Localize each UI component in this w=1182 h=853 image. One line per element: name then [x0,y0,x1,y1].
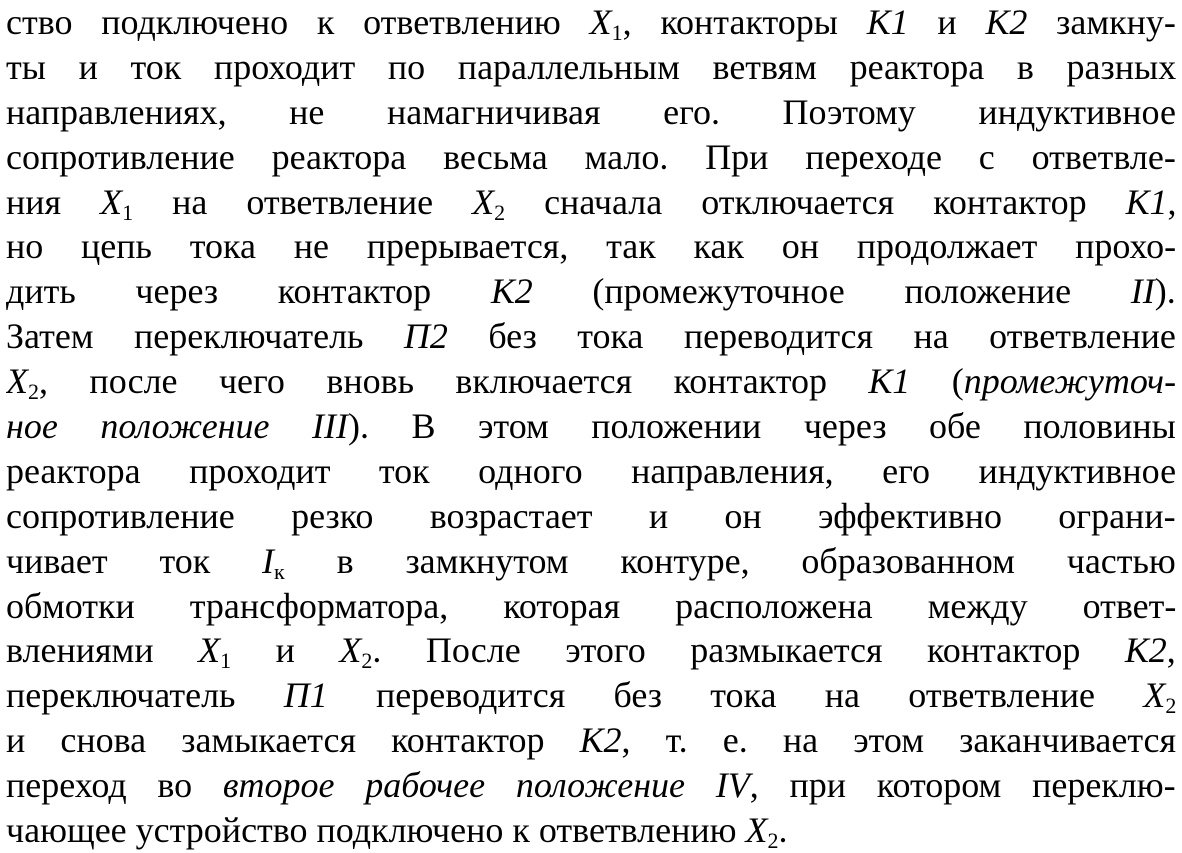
subscript: 2 [28,379,39,405]
text-run: чающее устройство подключено к ответвлению [6,810,746,851]
text-run: реактора проходит ток одного направления, его индуктивное [6,450,1176,491]
text-line [6,314,1176,359]
text-line [6,539,1176,584]
italic-text: К2 [490,271,533,312]
text-line [6,494,1176,539]
text-run: переключатель [6,675,284,716]
text-run: , контакторы [622,2,867,42]
italic-text: К2 [579,720,622,761]
text-line [6,90,1176,135]
italic-text: К1 [866,2,909,42]
italic-text: К1 [1125,181,1168,222]
text-run: и [908,2,986,42]
italic-text: X [100,181,123,222]
text-run: ). [1154,271,1176,312]
text-run: сопротивление реактора весьма мало. При переходе с ответвле- [6,136,1176,177]
text-line [6,718,1176,763]
text-run: . [778,810,788,851]
text-line [6,584,1176,629]
italic-text: I [262,540,275,581]
text-run: сопротивление резко возрастает и он эффективно ограни- [6,495,1176,536]
subscript: 1 [611,20,623,45]
subscript: 1 [122,199,134,225]
subscript: 1 [220,648,232,674]
italic-text: К2 [1124,630,1167,671]
subscript: 2 [1165,693,1176,719]
text-run: дить через контактор [6,271,491,312]
italic-text: X [198,630,221,671]
text-run: . После этого размыкается контактор [372,630,1125,671]
text-line [6,449,1176,494]
text-line [6,45,1176,90]
text-line [6,0,1176,45]
italic-text: ное положение III [6,406,348,447]
text-line [6,404,1176,449]
text-run: в замкнутом контуре, образованном частью [284,540,1176,581]
italic-text: X [472,181,495,222]
italic-text: промежуточ- [963,361,1176,402]
text-run: , [1166,630,1176,671]
text-run: переводится без тока на ответвление [327,675,1144,716]
text-run: влениями [6,630,199,671]
text-run: ство подключено к ответвлению [6,2,590,42]
italic-text: X [745,810,768,851]
text-run: ( [910,361,964,402]
text-line [6,180,1176,225]
text-run: направлениях, не намагничивая его. Поэтому индуктивное [6,91,1176,132]
text-run: , при котором переклю- [749,765,1176,806]
text-run: но цепь тока не прерывается, так как он продолжает прохо- [6,226,1176,267]
text-run: без тока переводится на ответвление [447,316,1176,357]
text-run: обмотки трансформатора, которая расположена между ответ- [6,585,1176,626]
text-line [6,673,1176,718]
italic-text: X [6,361,28,402]
text-run: Затем переключатель [6,316,404,357]
subscript: 2 [767,828,779,853]
text-run: , после чего вновь включается контактор [39,361,869,402]
text-line [6,224,1176,269]
text-run: переход во [6,765,223,806]
subscript: 2 [361,648,373,674]
italic-text: П1 [283,675,328,716]
text-run: ты и ток проходит по параллельным ветвям реактора в разных [6,46,1176,87]
text-line [6,269,1176,314]
text-run: и [231,630,340,671]
text-line [6,808,1176,853]
text-run: ). В этом положении через обе половины [347,406,1176,447]
subscript: 2 [494,199,506,225]
text-run: чивает ток [6,540,263,581]
text-run: (промежуточное положение [532,271,1131,312]
text-line [6,135,1176,180]
subscript: к [274,558,285,584]
italic-text: П2 [403,316,448,357]
text-run: сначала отключается контактор [505,181,1126,222]
text-line [6,628,1176,673]
italic-text: К1 [868,361,911,402]
text-run: на ответвление [133,181,473,222]
italic-text: К2 [985,2,1028,42]
italic-text: X [1143,675,1166,716]
text-run: замкну- [1027,2,1176,42]
italic-text: II [1130,271,1155,312]
text-run: и снова замыкается контактор [6,720,580,761]
text-run: ния [6,181,101,222]
text-line [6,359,1176,404]
document-page [6,0,1176,853]
italic-text: X [339,630,362,671]
text-run: , [1167,181,1176,222]
text-line [6,763,1176,808]
body-text [6,0,1176,853]
text-run: , т. е. на этом заканчивается [621,720,1176,761]
italic-text: второе рабочее положение IV [222,765,750,806]
italic-text: X [589,2,612,42]
